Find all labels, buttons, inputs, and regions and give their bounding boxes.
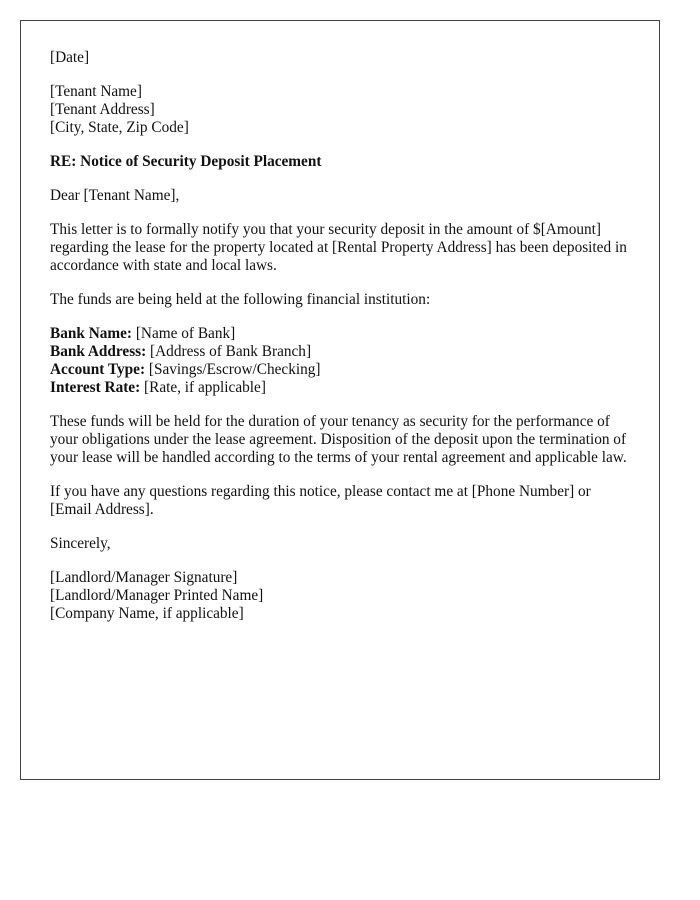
bank-address-value: [Address of Bank Branch] [146, 343, 312, 360]
company-line: [Company Name, if applicable] [50, 605, 244, 622]
subject-block [50, 153, 636, 171]
account-type-label: Account Type: [50, 361, 146, 378]
salutation: Dear [Tenant Name], [50, 187, 180, 204]
bank-address-row [50, 343, 636, 361]
closing: Sincerely, [50, 535, 111, 552]
bank-address-label: Bank Address: [50, 343, 147, 360]
paragraph-deposit-notice [50, 221, 636, 275]
bank-details-block [50, 325, 636, 397]
interest-rate-value: [Rate, if applicable] [140, 379, 266, 396]
closing-block [50, 535, 636, 553]
date-block [50, 49, 636, 67]
tenant-city-state-zip: [City, State, Zip Code] [50, 119, 189, 136]
paragraph-holding-terms-text: These funds will be held for the duration of your tenancy as security for the performance of your obligations under the lease agreement. Disposition of the deposit upon the termination of your lease will be handled according to the terms of your rental agreement and applicable law. [50, 413, 627, 466]
subject-line: RE: Notice of Security Deposit Placement [50, 153, 322, 170]
letter-page [20, 20, 660, 780]
interest-rate-label: Interest Rate: [50, 379, 141, 396]
recipient-block [50, 83, 636, 137]
printed-name-line: [Landlord/Manager Printed Name] [50, 587, 264, 604]
date-line: [Date] [50, 49, 90, 66]
letter-body [50, 49, 636, 639]
paragraph-contact [50, 483, 636, 519]
paragraph-institution-intro [50, 291, 636, 309]
interest-rate-row [50, 379, 636, 397]
bank-name-label: Bank Name: [50, 325, 133, 342]
bank-name-value: [Name of Bank] [132, 325, 236, 342]
paragraph-contact-text: If you have any questions regarding this notice, please contact me at [Phone Number] or [Email Address]. [50, 483, 591, 518]
paragraph-deposit-notice-text: This letter is to formally notify you that your security deposit in the amount of $[Amount] regarding the lease for the property located at [Rental Property Address] has been deposited in accordance with state and local laws. [50, 221, 627, 274]
paragraph-holding-terms [50, 413, 636, 467]
salutation-block [50, 187, 636, 205]
account-type-row [50, 361, 636, 379]
bank-name-row [50, 325, 636, 343]
paragraph-institution-intro-text: The funds are being held at the following financial institution: [50, 291, 431, 308]
tenant-name: [Tenant Name] [50, 83, 142, 100]
signature-line: [Landlord/Manager Signature] [50, 569, 238, 586]
account-type-value: [Savings/Escrow/Checking] [145, 361, 321, 378]
tenant-address: [Tenant Address] [50, 101, 155, 118]
signature-block [50, 569, 636, 623]
